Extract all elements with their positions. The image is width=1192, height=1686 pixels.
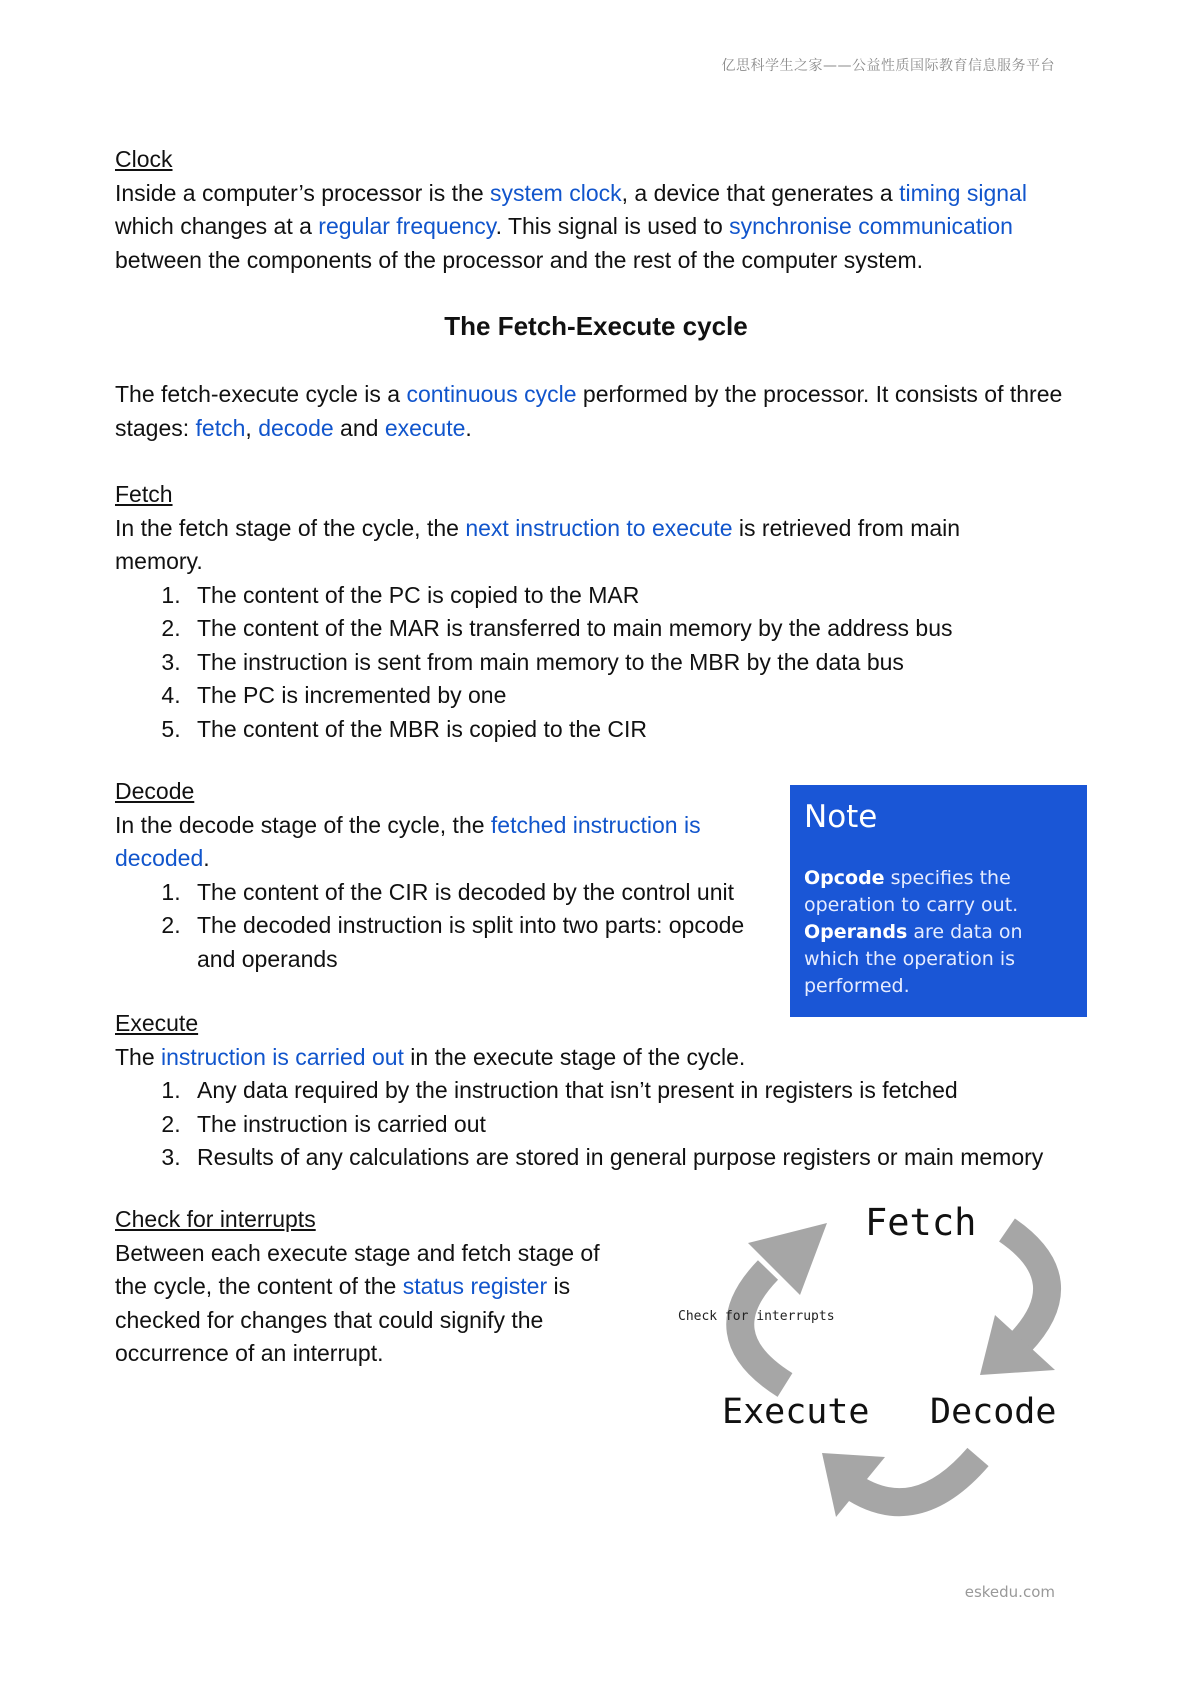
list-item: 2. The instruction is carried out (187, 1108, 1075, 1142)
diagram-check-label: Check for interrupts (678, 1309, 835, 1324)
execute-section (115, 1007, 1075, 1175)
intro-paragraph (115, 378, 1075, 445)
list-item: 1. The content of the PC is copied to the MAR (187, 579, 1035, 613)
text: In the fetch stage of the cycle, the (115, 514, 466, 541)
list-item: 4. The PC is incremented by one (187, 679, 1035, 713)
text: . (465, 414, 472, 441)
execute-heading: Execute (115, 1010, 199, 1036)
page-footer: eskedu.com (964, 1583, 1055, 1601)
diagram-fetch-label: Fetch (865, 1201, 977, 1244)
diagram-execute-label: Execute (722, 1392, 870, 1432)
list-item: 3. Results of any calculations are stored in general purpose registers or main memory (187, 1141, 1075, 1175)
intro-section (115, 378, 1075, 445)
cycle-diagram (660, 1195, 1090, 1560)
decode-section (115, 775, 775, 976)
list-item: 5. The content of the MBR is copied to the CIR (187, 713, 1035, 747)
page-header: 亿思科学生之家——公益性质国际教育信息服务平台 (721, 58, 1055, 74)
fetch-paragraph (115, 512, 1035, 579)
clock-section (115, 143, 1075, 277)
text: Between each execute stage and fetch stage of the cycle, the content of the (115, 1239, 600, 1299)
text: is retrieved from main memory. (115, 514, 961, 574)
highlight-timing-signal: timing signal (899, 179, 1027, 206)
page-title: The Fetch-Execute cycle (444, 311, 748, 341)
arrow-fetch-to-decode (1007, 1230, 1047, 1343)
text: and (333, 414, 385, 441)
execute-steps (115, 1074, 1075, 1175)
note-body (804, 865, 1073, 1000)
arrow-execute-to-fetch (740, 1270, 785, 1385)
list-item: 1. The content of the CIR is decoded by the control unit (187, 876, 775, 910)
highlight-fetch: fetch (195, 414, 246, 441)
text: in the execute stage of the cycle. (403, 1043, 746, 1070)
fetch-steps (115, 579, 1035, 747)
decode-paragraph (115, 809, 755, 876)
list-item: 1. Any data required by the instruction that isn’t present in registers is fetched (187, 1074, 1075, 1108)
interrupts-section (115, 1203, 635, 1371)
text: The (115, 1043, 162, 1070)
highlight-continuous-cycle: continuous cycle (406, 381, 577, 407)
diagram-decode-label: Decode (930, 1392, 1057, 1432)
highlight-decode: decode (258, 414, 334, 441)
interrupts-heading: Check for interrupts (115, 1206, 316, 1232)
interrupts-paragraph (115, 1237, 635, 1371)
highlight-fetched-instruction: fetched instruction is decoded (115, 811, 701, 871)
text: between the components of the processor and the rest of the computer system. (115, 246, 923, 273)
note-title: Note (804, 799, 878, 835)
highlight-execute: execute (384, 414, 466, 441)
text: , (245, 414, 259, 441)
text: In the decode stage of the cycle, the (115, 811, 491, 838)
decode-steps (115, 876, 775, 977)
text: , a device that generates a (621, 179, 900, 206)
note-box (790, 785, 1087, 1017)
highlight-status-register: status register (402, 1273, 548, 1299)
text: is checked for changes that could signify the occurrence of an interrupt. (115, 1273, 571, 1366)
fetch-section (115, 478, 1035, 746)
text: performed by the processor. It consists of three stages: (115, 381, 1063, 441)
highlight-regular-frequency: regular frequency (318, 213, 496, 239)
text: Inside a computer’s processor is the (115, 179, 490, 206)
list-item: 2. The content of the MAR is transferred to main memory by the address bus (187, 612, 1035, 646)
list-item: 3. The instruction is sent from main memory to the MBR by the data bus (187, 646, 1035, 680)
highlight-system-clock: system clock (490, 179, 622, 206)
execute-paragraph (115, 1041, 1075, 1075)
text: . (203, 845, 210, 871)
note-operands: Operands (804, 921, 908, 943)
text: are data on which the operation is performed. (804, 921, 1023, 997)
decode-heading: Decode (115, 778, 195, 804)
note-opcode: Opcode (804, 867, 885, 889)
fetch-heading: Fetch (115, 481, 173, 507)
list-item: 2. The decoded instruction is split into two parts: opcode and operands (187, 909, 775, 976)
highlight-synchronise: synchronise communication (729, 213, 1013, 239)
text: The fetch-execute cycle is a (115, 381, 407, 407)
text: which changes at a (115, 213, 319, 239)
text: . This signal is used to (495, 213, 730, 239)
clock-heading: Clock (115, 146, 173, 172)
highlight-carried-out: instruction is carried out (161, 1043, 404, 1070)
highlight-next-instruction: next instruction to execute (465, 514, 733, 541)
text: specifies the operation to carry out. (804, 867, 1019, 916)
clock-paragraph (115, 177, 1075, 278)
